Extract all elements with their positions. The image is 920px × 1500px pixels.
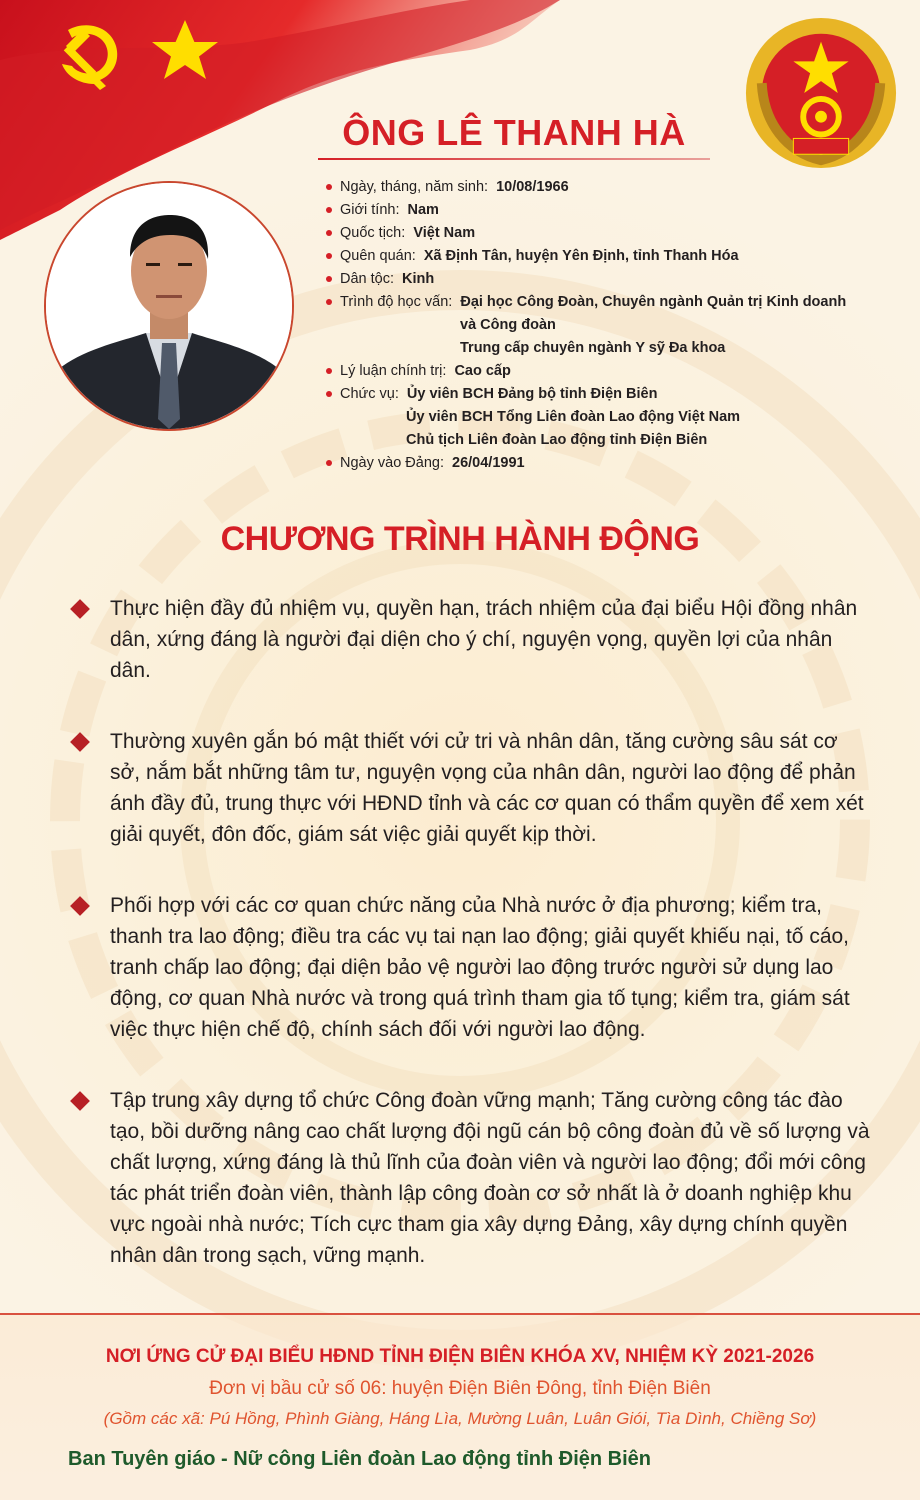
info-ethnicity <box>326 268 866 291</box>
program-item-text: Tập trung xây dựng tổ chức Công đoàn vững mạnh; Tăng cường công tác đào tạo, bồi dưỡng nâng cao chất lượng đội ngũ cán bộ công đoàn đủ về số lượng và chất lượng, xứng đáng là thủ lĩnh của đoàn viên và người lao động; đổi mới công tác phát triển đoàn viên, thành lập công đoàn cơ sở nhất là ở doanh nghiệp khu vực ngoài nhà nước; Tích cực tham gia xây dựng Đảng, xây dựng chính quyền nhân dân trong sạch, vững mạnh. <box>110 1089 870 1267</box>
program-title: CHƯƠNG TRÌNH HÀNH ĐỘNG <box>220 520 700 558</box>
bullet-icon <box>326 253 332 259</box>
election-unit: Đơn vị bầu cử số 06: huyện Điện Biên Đông, tỉnh Điện Biên <box>209 1378 711 1399</box>
info-value: Nam <box>407 202 439 218</box>
bullet-icon <box>326 391 332 397</box>
bullet-icon <box>326 299 332 305</box>
info-label: Quốc tịch: <box>340 225 406 241</box>
info-value-extra: Ủy viên BCH Tổng Liên đoàn Lao động Việt Nam <box>406 409 741 425</box>
info-value: Xã Định Tân, huyện Yên Định, tỉnh Thanh Hóa <box>423 248 739 264</box>
bullet-icon <box>326 368 332 374</box>
action-program <box>70 593 870 1271</box>
info-education <box>326 291 866 360</box>
info-hometown <box>326 245 866 268</box>
diamond-bullet-icon <box>70 599 90 619</box>
info-value: Kinh <box>402 271 435 287</box>
bullet-icon <box>326 184 332 190</box>
info-label: Ngày vào Đảng: <box>340 455 444 471</box>
info-label: Ngày, tháng, năm sinh: <box>340 179 489 195</box>
diamond-bullet-icon <box>70 896 90 916</box>
info-party-date <box>326 452 866 475</box>
diamond-bullet-icon <box>70 732 90 752</box>
info-label: Dân tộc: <box>340 271 394 287</box>
bullet-icon <box>326 207 332 213</box>
program-item <box>70 1085 870 1271</box>
program-item <box>70 890 870 1045</box>
election-unit-title: NƠI ỨNG CỬ ĐẠI BIỂU HĐND TỈNH ĐIỆN BIÊN KHÓA XV, NHIỆM KỲ 2021-2026 <box>105 1346 815 1367</box>
candidate-info <box>326 176 866 475</box>
info-political-theory <box>326 360 866 383</box>
title-divider <box>318 158 710 160</box>
info-label: Lý luận chính trị: <box>340 363 447 379</box>
info-value-extra: Chủ tịch Liên đoàn Lao động tỉnh Điện Biên <box>406 432 708 448</box>
program-item <box>70 593 870 686</box>
info-nationality <box>326 222 866 245</box>
info-value: 10/08/1966 <box>496 179 569 195</box>
info-value: 26/04/1991 <box>452 455 525 471</box>
diamond-bullet-icon <box>70 1091 90 1111</box>
info-position <box>326 383 866 452</box>
info-gender <box>326 199 866 222</box>
info-label: Quên quán: <box>340 248 416 264</box>
info-label: Trình độ học vấn: <box>340 294 453 310</box>
program-item-text: Phối hợp với các cơ quan chức năng của Nhà nước ở địa phương; kiểm tra, thanh tra lao động; điều tra các vụ tai nạn lao động; giải quyết khiếu nại, tố cáo, tranh chấp lao động; đại diện bảo vệ người lao động trước người sử dụng lao động, cơ quan Nhà nước và trong quá trình tham gia tố tụng; kiểm tra, giám sát việc thực hiện chế độ, chính sách đối với người lao động. <box>110 894 850 1041</box>
info-value-extra: Trung cấp chuyên ngành Y sỹ Đa khoa <box>460 340 726 356</box>
candidate-name: ÔNG LÊ THANH HÀ <box>342 112 686 153</box>
info-value: Ủy viên BCH Đảng bộ tỉnh Điện Biên <box>406 386 658 402</box>
election-communes: (Gồm các xã: Pú Hồng, Phình Giàng, Háng Lìa, Mường Luân, Luân Giói, Tìa Dình, Chiềng Sơ) <box>103 1409 817 1428</box>
info-label: Chức vụ: <box>340 386 399 402</box>
program-item-text: Thực hiện đầy đủ nhiệm vụ, quyền hạn, trách nhiệm của đại biểu Hội đồng nhân dân, xứng đáng là người đại diện cho ý chí, nguyện vọng, quyền lợi của nhân dân. <box>110 597 858 682</box>
program-item <box>70 726 870 850</box>
bullet-icon <box>326 230 332 236</box>
info-value-extra: và Công đoàn <box>460 317 556 333</box>
info-birthdate <box>326 176 866 199</box>
credit-line: Ban Tuyên giáo - Nữ công Liên đoàn Lao động tỉnh Điện Biên <box>68 1448 651 1470</box>
info-label: Giới tính: <box>340 202 400 218</box>
footer-divider <box>0 1313 920 1315</box>
info-value: Việt Nam <box>413 225 476 241</box>
info-value: Cao cấp <box>454 363 511 379</box>
bullet-icon <box>326 460 332 466</box>
bullet-icon <box>326 276 332 282</box>
national-emblem <box>742 14 900 172</box>
candidate-portrait <box>44 181 294 431</box>
program-item-text: Thường xuyên gắn bó mật thiết với cử tri và nhân dân, tăng cường sâu sát cơ sở, nắm bắt những tâm tư, nguyện vọng của nhân dân, người lao động để phản ánh đầy đủ, trung thực với HĐND tỉnh và các cơ quan có thẩm quyền để xem xét giải quyết, đôn đốc, giám sát việc giải quyết kịp thời. <box>110 730 864 846</box>
footer-background <box>0 1315 920 1500</box>
info-value: Đại học Công Đoàn, Chuyên ngành Quản trị Kinh doanh <box>460 294 847 310</box>
